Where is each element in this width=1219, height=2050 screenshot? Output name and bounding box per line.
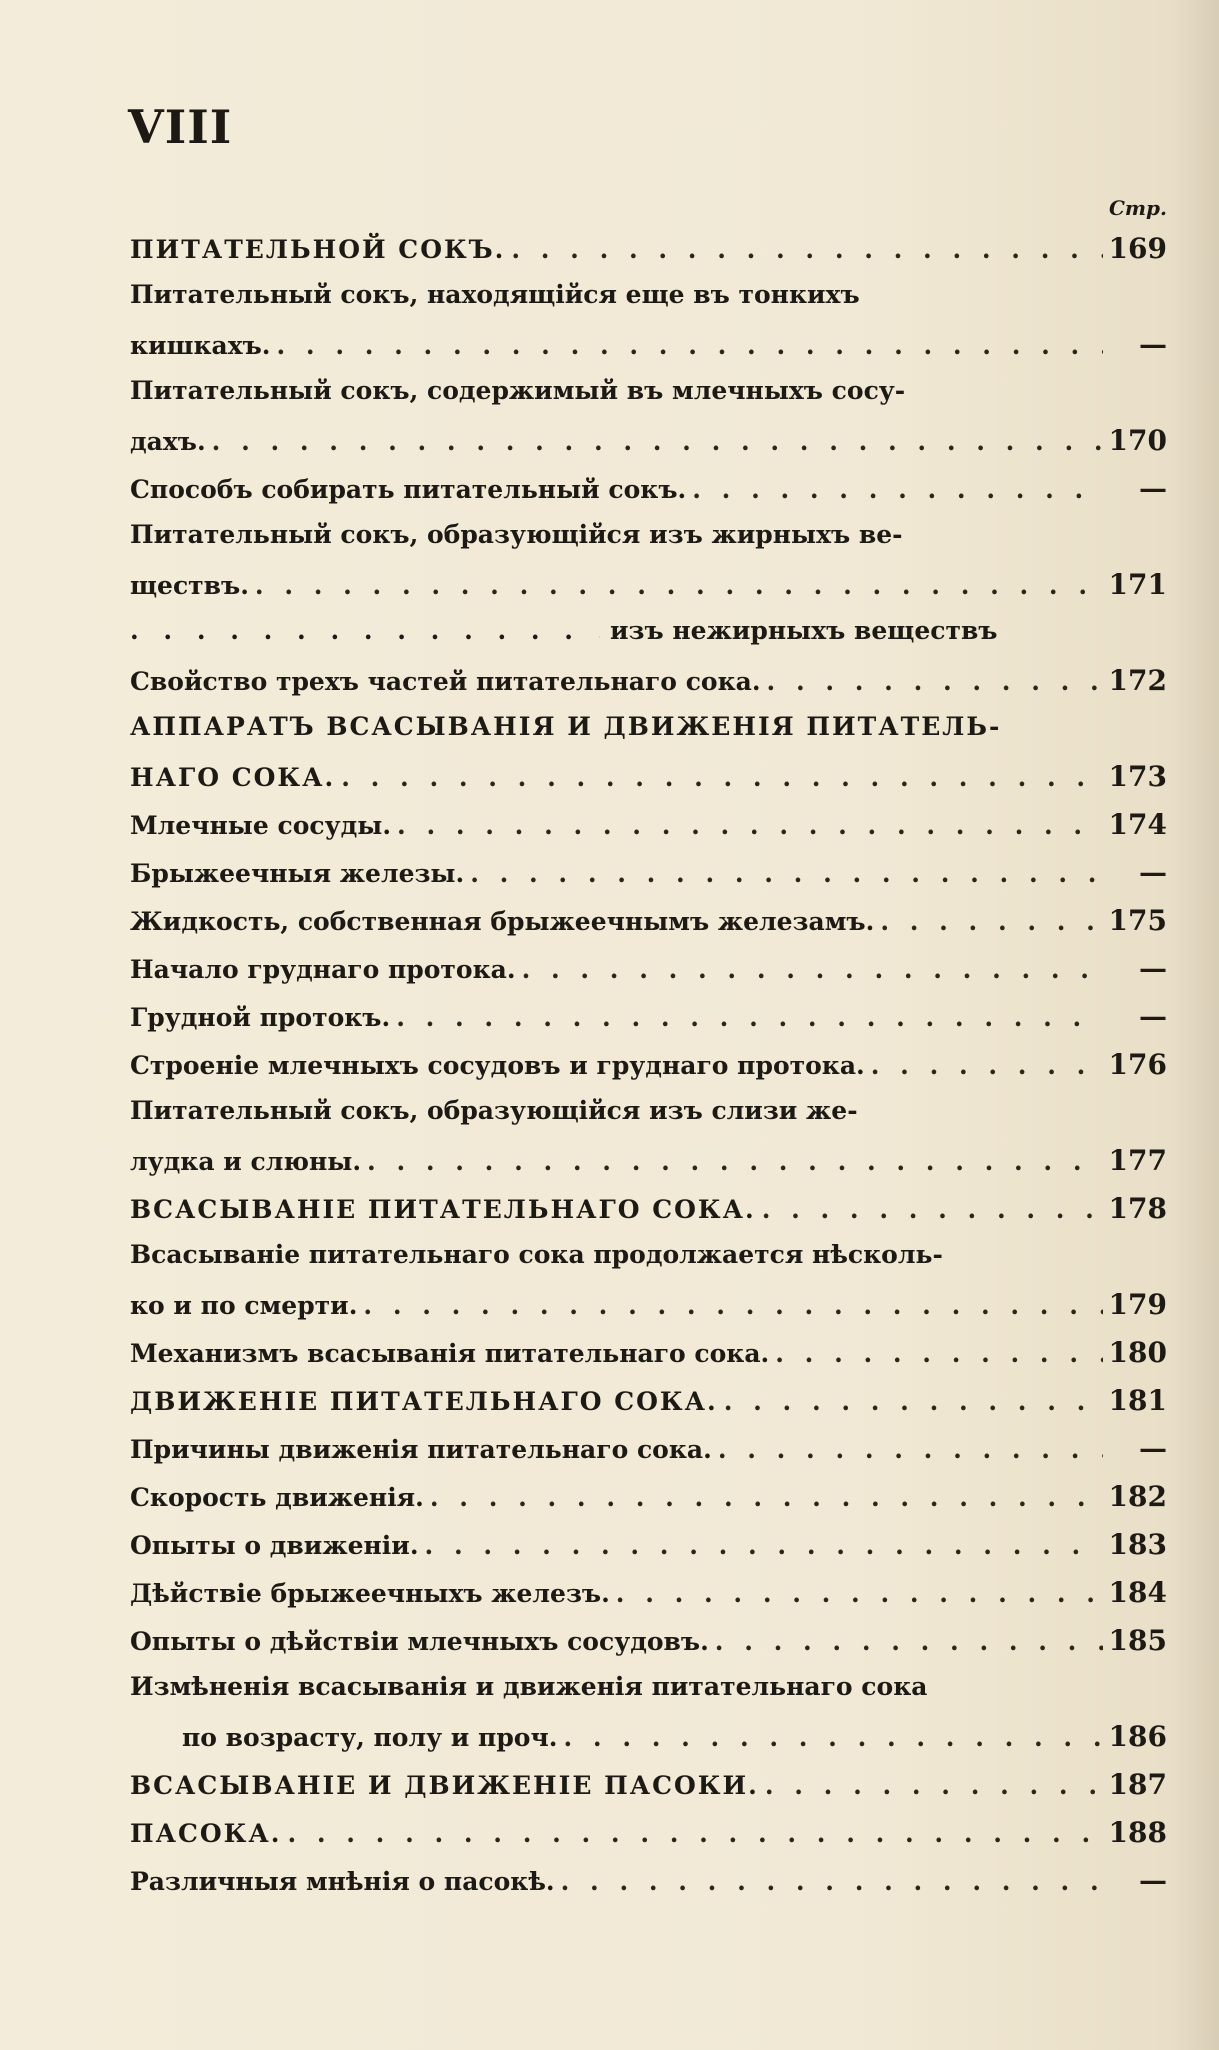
toc-entry-page: — <box>1139 1432 1167 1465</box>
toc-entry-page: 182 <box>1108 1480 1167 1513</box>
toc-entry-title: Млечные сосуды. <box>130 811 392 840</box>
toc-entry <box>130 808 1167 856</box>
toc-entry <box>130 1048 1167 1096</box>
dot-leader <box>341 763 1102 792</box>
toc-entry-title: Грудной протокъ. <box>130 1003 391 1032</box>
toc-entry-page: 174 <box>1108 808 1167 841</box>
toc-entry <box>130 616 1167 664</box>
toc-entry-title: ДВИЖЕНІЕ ПИТАТЕЛЬНАГО СОКА. <box>130 1387 718 1416</box>
toc-entry-page: 180 <box>1108 1336 1167 1369</box>
dot-leader <box>277 331 1103 360</box>
toc-entry <box>130 1624 1167 1672</box>
toc-entry-title: по возрасту, полу и проч. <box>182 1723 558 1752</box>
dot-leader <box>367 1147 1103 1176</box>
toc-entry <box>130 1528 1167 1576</box>
toc-entry-page: 177 <box>1108 1144 1167 1177</box>
dot-leader <box>130 616 600 645</box>
dot-leader <box>564 1723 1103 1752</box>
toc-entry-page: 179 <box>1108 1288 1167 1321</box>
toc-entry-page: 171 <box>1108 568 1167 601</box>
toc-entry <box>130 568 1167 616</box>
toc-entry <box>130 1672 1167 1720</box>
toc-entry-title: Питательный сокъ, образующійся изъ жирныхъ ве- <box>130 520 903 549</box>
toc-entry-page: — <box>1139 1000 1167 1033</box>
toc-entry-page: — <box>1139 952 1167 985</box>
dot-leader <box>871 1051 1103 1080</box>
page-column-header: Стр. <box>1108 196 1167 220</box>
toc-entry-page: — <box>1139 472 1167 505</box>
toc-entry-title: Различныя мнѣнія о пасокѣ. <box>130 1867 555 1896</box>
toc-entry-title: ВСАСЫВАНІЕ И ДВИЖЕНІЕ ПАСОКИ. <box>130 1771 759 1800</box>
dot-leader <box>715 1627 1103 1656</box>
toc-entry <box>130 520 1167 568</box>
toc-entry <box>130 1432 1167 1480</box>
dot-leader <box>765 1771 1103 1800</box>
toc-entry-page: 169 <box>1108 232 1167 265</box>
toc-entry <box>130 856 1167 904</box>
toc-entry-title: Жидкость, собственная брыжеечнымъ железамъ. <box>130 907 875 936</box>
toc-entry-title: АППАРАТЪ ВСАСЫВАНІЯ И ДВИЖЕНІЯ ПИТАТЕЛЬ- <box>130 712 1002 741</box>
dot-leader <box>511 235 1102 264</box>
toc-entry <box>130 1864 1167 1912</box>
toc-entry-title: Питательный сокъ, находящійся еще въ тонкихъ <box>130 280 860 309</box>
dot-leader <box>767 667 1103 696</box>
toc-entry-title: Механизмъ всасыванія питательнаго сока. <box>130 1339 770 1368</box>
toc-entry-page: 185 <box>1108 1624 1167 1657</box>
toc-entry-title: лудка и слюны. <box>130 1147 362 1176</box>
toc-entry-title: Способъ собирать питательный сокъ. <box>130 475 687 504</box>
toc-entry <box>130 424 1167 472</box>
toc-entry-page: 187 <box>1108 1768 1167 1801</box>
toc-entry-title: Дѣйствіе брыжеечныхъ железъ. <box>130 1579 610 1608</box>
toc-entry-page: — <box>1139 856 1167 889</box>
toc-entry-title: кишкахъ. <box>130 331 271 360</box>
dot-leader <box>363 1291 1102 1320</box>
toc-entry <box>130 232 1167 280</box>
toc-entry-page: — <box>1139 1864 1167 1897</box>
toc-entry-title: Брыжеечныя железы. <box>130 859 465 888</box>
toc-entry <box>130 1336 1167 1384</box>
toc-entry <box>130 1816 1167 1864</box>
toc-entry-title: Начало груднаго протока. <box>130 955 516 984</box>
toc-entry <box>130 472 1167 520</box>
toc-entry <box>130 1240 1167 1288</box>
toc-entry-title: Опыты о дѣйствіи млечныхъ сосудовъ. <box>130 1627 709 1656</box>
toc-entry-page: 173 <box>1108 760 1167 793</box>
toc-entry <box>130 1480 1167 1528</box>
table-of-contents <box>130 232 1167 1912</box>
dot-leader <box>762 1195 1103 1224</box>
toc-entry <box>130 1768 1167 1816</box>
toc-entry <box>130 376 1167 424</box>
toc-entry-title: ществъ. <box>130 571 249 600</box>
toc-entry-title: Скорость движенія. <box>130 1483 424 1512</box>
dot-leader <box>880 907 1102 936</box>
toc-entry-page: 170 <box>1108 424 1167 457</box>
toc-entry-title: ПАСОКА. <box>130 1819 282 1848</box>
toc-entry <box>130 1720 1167 1768</box>
toc-entry-title: Строеніе млечныхъ сосудовъ и груднаго протока. <box>130 1051 865 1080</box>
toc-entry <box>130 1288 1167 1336</box>
toc-entry <box>130 904 1167 952</box>
toc-entry-page: 188 <box>1108 1816 1167 1849</box>
dot-leader <box>255 571 1103 600</box>
toc-entry-page: 184 <box>1108 1576 1167 1609</box>
toc-entry-page: 183 <box>1108 1528 1167 1561</box>
toc-entry-title: Причины движенія питательнаго сока. <box>130 1435 712 1464</box>
toc-entry <box>130 712 1167 760</box>
toc-entry-title: ко и по смерти. <box>130 1291 358 1320</box>
dot-leader <box>396 1003 1103 1032</box>
dot-leader <box>561 1867 1103 1896</box>
dot-leader <box>718 1435 1103 1464</box>
toc-entry <box>130 1576 1167 1624</box>
toc-entry <box>130 1192 1167 1240</box>
toc-entry-title: Питательный сокъ, содержимый въ млечныхъ сосу- <box>130 376 906 405</box>
toc-entry <box>130 1384 1167 1432</box>
dot-leader <box>425 1531 1103 1560</box>
dot-leader <box>470 859 1103 888</box>
toc-entry-title: дахъ. <box>130 427 206 456</box>
dot-leader <box>724 1387 1103 1416</box>
dot-leader <box>775 1339 1102 1368</box>
toc-entry <box>130 664 1167 712</box>
toc-entry <box>130 760 1167 808</box>
toc-entry-title: ВСАСЫВАНІЕ ПИТАТЕЛЬНАГО СОКА. <box>130 1195 756 1224</box>
toc-entry-page: 178 <box>1108 1192 1167 1225</box>
toc-entry-title: Измѣненія всасыванія и движенія питательнаго сока <box>130 1672 928 1701</box>
toc-entry-title: Питательный сокъ, образующійся изъ слизи же- <box>130 1096 858 1125</box>
toc-entry <box>130 328 1167 376</box>
toc-entry <box>130 280 1167 328</box>
toc-entry-page: 176 <box>1108 1048 1167 1081</box>
toc-entry-page: — <box>1139 328 1167 361</box>
toc-entry-page: 181 <box>1108 1384 1167 1417</box>
toc-entry <box>130 1000 1167 1048</box>
toc-entry-title: Свойство трехъ частей питательнаго сока. <box>130 667 761 696</box>
dot-leader <box>616 1579 1103 1608</box>
dot-leader <box>397 811 1103 840</box>
toc-entry-page: 175 <box>1108 904 1167 937</box>
toc-entry-title: Опыты о движеніи. <box>130 1531 419 1560</box>
dot-leader <box>692 475 1103 504</box>
toc-entry <box>130 1096 1167 1144</box>
toc-entry <box>130 1144 1167 1192</box>
page-number: VIII <box>128 100 233 154</box>
toc-entry-page: 172 <box>1108 664 1167 697</box>
toc-entry-title: НАГО СОКА. <box>130 763 336 792</box>
toc-entry-title: ПИТАТЕЛЬНОЙ СОКЪ. <box>130 235 506 264</box>
dot-leader <box>430 1483 1103 1512</box>
toc-entry-title: Всасываніе питательнаго сока продолжается нѣсколь- <box>130 1240 943 1269</box>
toc-entry-title: изъ нежирныхъ веществъ <box>610 616 998 645</box>
dot-leader <box>522 955 1103 984</box>
dot-leader <box>287 1819 1102 1848</box>
toc-entry <box>130 952 1167 1000</box>
dot-leader <box>212 427 1103 456</box>
toc-entry-page: 186 <box>1108 1720 1167 1753</box>
